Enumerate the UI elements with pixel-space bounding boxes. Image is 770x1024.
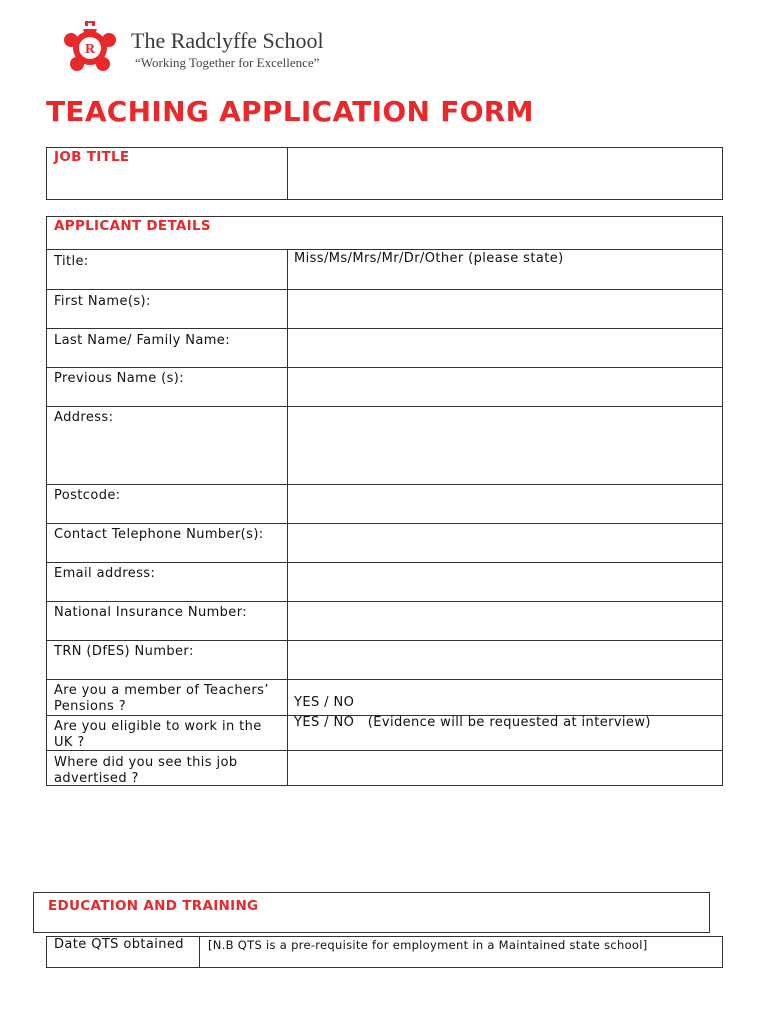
address-label: Address:: [54, 410, 114, 425]
form-title: TEACHING APPLICATION FORM: [46, 95, 534, 128]
school-crest-logo: [63, 20, 117, 76]
last-name-field[interactable]: [288, 329, 722, 366]
eligible-uk-field[interactable]: YES / NO (Evidence will be requested at interview): [294, 715, 651, 730]
applicant-details-heading: APPLICANT DETAILS: [54, 218, 211, 234]
advert-source-field[interactable]: [288, 751, 722, 785]
qts-label: Date QTS obtained: [54, 937, 184, 952]
first-name-field[interactable]: [288, 290, 722, 327]
postcode-label: Postcode:: [54, 488, 121, 503]
job-title-label: JOB TITLE: [54, 149, 130, 165]
job-title-input[interactable]: [288, 148, 722, 199]
telephone-label: Contact Telephone Number(s):: [54, 527, 264, 542]
qts-note[interactable]: [N.B QTS is a pre-requisite for employment in a Maintained state school]: [208, 938, 648, 952]
email-field[interactable]: [288, 563, 722, 600]
ni-number-field[interactable]: [288, 602, 722, 639]
education-training-heading: EDUCATION AND TRAINING: [48, 898, 259, 914]
logo-letter: R: [84, 42, 96, 57]
last-name-label: Last Name/ Family Name:: [54, 333, 230, 348]
ni-number-label: National Insurance Number:: [54, 605, 247, 620]
title-label: Title:: [54, 254, 89, 269]
pensions-label: Are you a member of Teachers’ Pensions ?: [54, 683, 269, 714]
title-field[interactable]: Miss/Ms/Mrs/Mr/Dr/Other (please state): [294, 251, 564, 266]
pensions-field[interactable]: YES / NO: [294, 695, 355, 710]
school-motto: “Working Together for Excellence”: [135, 55, 320, 70]
eligible-uk-label: Are you eligible to work in the UK ?: [54, 719, 262, 750]
trn-number-field[interactable]: [288, 641, 722, 678]
trn-number-label: TRN (DfES) Number:: [54, 644, 194, 659]
address-field[interactable]: [288, 407, 722, 483]
email-label: Email address:: [54, 566, 156, 581]
previous-name-field[interactable]: [288, 368, 722, 405]
telephone-field[interactable]: [288, 524, 722, 561]
postcode-field[interactable]: [288, 485, 722, 522]
previous-name-label: Previous Name (s):: [54, 371, 185, 386]
school-name: The Radclyffe School: [131, 28, 324, 53]
advert-source-label: Where did you see this job advertised ?: [54, 755, 238, 786]
first-name-label: First Name(s):: [54, 294, 151, 309]
